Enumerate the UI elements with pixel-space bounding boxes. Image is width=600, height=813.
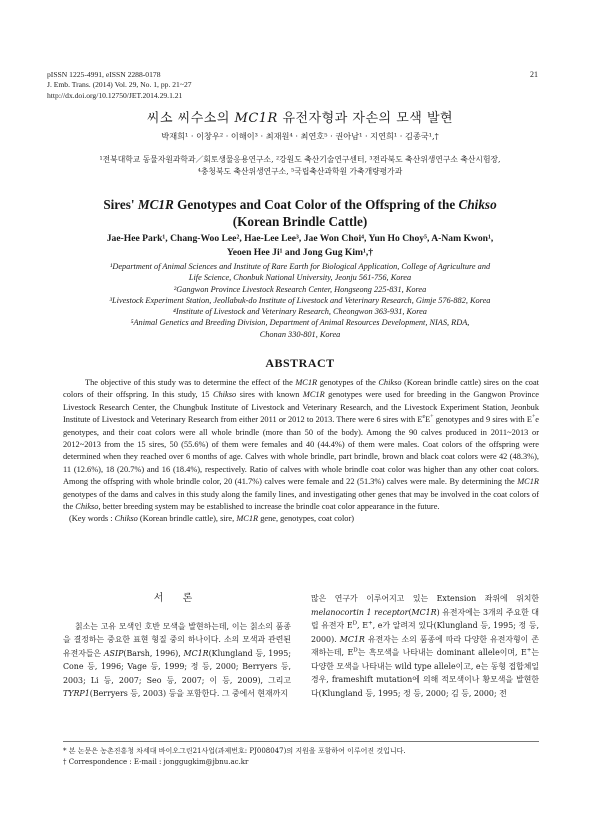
english-title: Sires' MC1R Genotypes and Coat Color of the Offspring of the Chikso (Korean Brindle Cattle) [103,197,497,229]
english-affiliations: ¹Department of Animal Sciences and Institute of Rare Earth for Biological Application, College of Agriculture and Life Science, Chonbuk National University, Jeonju 561-756, Korea ²Gangwon Province Livestock Research Center, Hongseong 225-831, Korea ³Livestock Experiment Station, Jeollabuk-do Institute of Livestock and Veterinary Research, Gimje 576-882, Korea ⁴Institute of Livestock and Veterinary Research, Cheongwon 363-931, Korea ⁵Animal Genetics and Breeding Division, Department of Animal Resources Development, NIAS, RDA, Chonan 330-801, Korea [109,262,491,339]
page-number: 21 [530,70,538,79]
abstract-body [63,377,539,526]
abstract-paragraph: The objective of this study was to determine the effect of the MC1R genotypes of the Chikso (Korean brindle cattle) sires on the coat colors of their offspring. In this study, 15 Chikso sires with known MC1R genotypes were used for breeding in the Gangwon Province Livestock Research Center, the Chungbuk Institute of Livestock and Veterinary Research, and the Livestock Experiment Station, Jeonbuk Institute of Livestock and Veterinary Research from either 2011 or 2012 to 2013. There were 6 sires with $E^eE^+$ genotypes and 9 sires with E+e genotypes, and their coat colors were all whole brindle (more than 50 of the body). Among the 90 calves produced in 2011~2013 or 2012~2013 from the 15 sires, 50 (55.6%) of them were females and 40 (44.4%) of them were males. Coat colors of the offspring were determined when they reached over 6 months of age. Calves with whole brindle, part brindle, brown and black coat colors were 42 (48.3%), 11 (12.6%), 18 (20.7%) and 16 (18.4%), respectively. Ratio of calves with whole brindle coat color was higher than any other coat colors. Among the offspring with whole brindle color, 20 (41.7%) calves were female and 22 (51.3%) calves were male. By determining the MC1R genotypes of the dams and calves in this study along the family lines, and investigating other genes that may be involved in the coat colors of the Chikso, better breeding system may be established to increase the brindle coat color appearance in the future. [63,378,539,512]
abstract-heading: ABSTRACT [265,356,335,370]
korean-authors: 박재희¹ · 이창우² · 이해이³ · 최재원⁴ · 최연호⁵ · 권아남¹ · 지연희¹ · 김종국¹,† [161,131,439,141]
korean-title: 씨소 씨수소의 MC1R 유전자형과 자손의 모색 발현 [146,111,454,126]
doi-link[interactable]: http://dx.doi.org/10.12750/JET.2014.29.1.21 [47,90,183,100]
journal-citation: J. Emb. Trans. (2014) Vol. 29, No. 1, pp. 21~27 [47,80,192,90]
funding-footnote: * 본 논문은 농촌진흥청 차세대 바이오그린21사업(과제번호: PJ008047)의 지원을 포함하여 이루어진 것입니다. [63,747,406,755]
intro-paragraph: 칡소는 고유 모색인 호반 모색을 발현하는데, 이는 칡소의 품종을 결정하는 중요한 표현 형질 중의 하나이다. 소의 모색과 관련된 유전자들은 ASIP(Barsh, 1996), MC1R(Klungland 등, 1995; Cone 등, 1996; Vage 등, 1999; 정 등, 2000; Berryers 등, 2003; Li 등, 2007; Seo 등, 2007; 이 등, 2009), 그리고 TYRP1(Berryers 등, 2003) 등을 포함한다. 그 중에서 현재까지 [63,621,291,698]
keywords: (Key words : Chikso (Korean brindle cattle), sire, MC1R gene, genotypes, coat color) [69,514,355,524]
footnotes [63,746,539,768]
english-authors: Jae-Hee Park¹, Chang-Woo Lee², Hae-Lee Lee³, Jae Won Choi⁴, Yun Ho Choy⁵, A-Nam Kwon¹, Yeoen Hee Ji¹ and Jong Gug Kim¹,† [106,233,494,258]
issn-line: pISSN 1225-4991, eISSN 2288-0178 [47,70,161,79]
korean-affiliations: ¹전북대학교 동물자원과학과／회토생물응용연구소, ²강원도 축산기술연구센터, ³전라북도 축산위생연구소 축산시험장, ⁴충청북도 축산위생연구소, ⁵국립축산과학원 가축개량평가과 [99,155,501,176]
journal-header [47,70,192,101]
correspondence-footnote: † Correspondence : E-mail : jonggugkim@jbnu.ac.kr [63,758,249,766]
intro-paragraph-continued: 많은 연구가 이루어지고 있는 Extension 좌위에 위치한 melanocortin 1 receptor(MC1R) 유전자에는 3개의 주요한 대립 유전자 $E^D$, E+, e가 알려져 있다(Klungland 등, 1995; 정 등, 2000). MC1R 유전자는 소의 품종에 따라 다양한 유전자형이 존재하는데, $E^D$는 흑모색을 나타내는 dominant allele이며, E+는 다양한 모색을 나타내는 wild type allele이고, e는 동형 접합체일 경우, frameshift mutation에 의해 적모색이나 황모색을 발현한다(Klungland 등, 1995; 정 등, 2000; 김 등, 2000; 전 [311,594,539,698]
footnote-divider [63,741,539,742]
intro-left-column [63,592,291,701]
intro-heading: 서 론 [153,593,201,604]
intro-right-column [311,592,539,700]
